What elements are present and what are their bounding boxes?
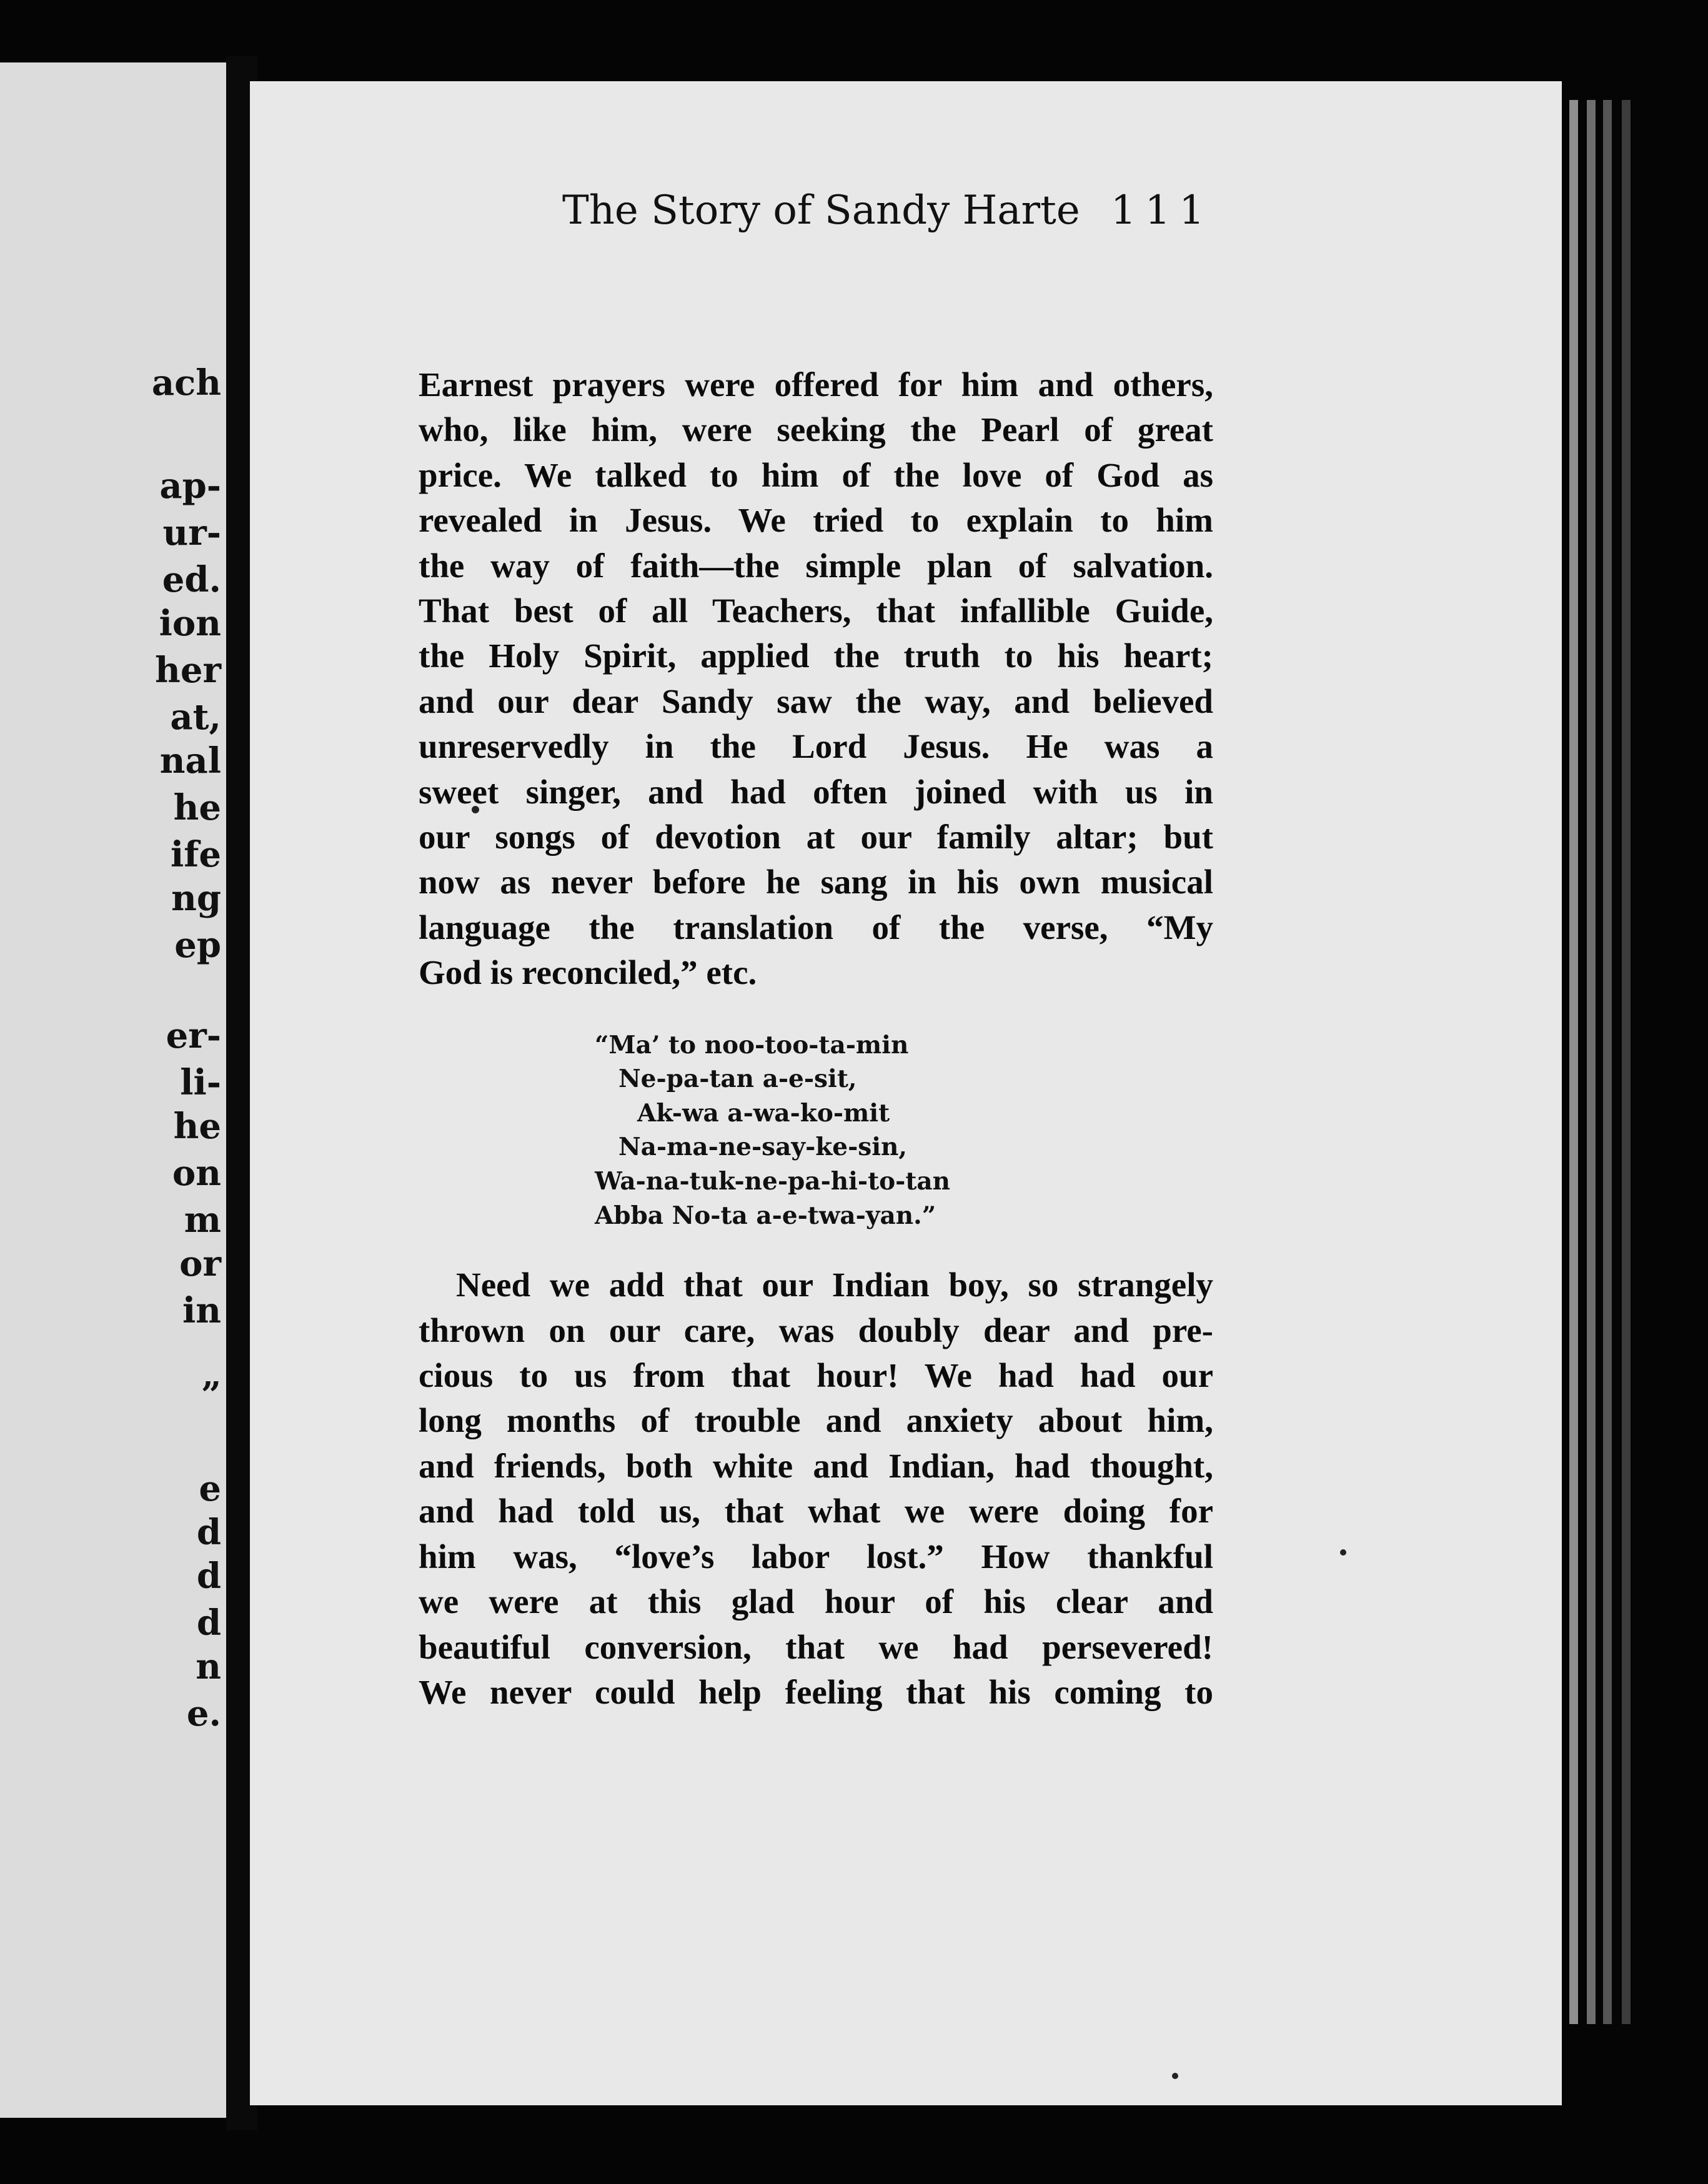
margin-fragment: he <box>173 1106 221 1147</box>
margin-fragment: ap- <box>159 465 221 507</box>
text-line: price. We talked to him of the love of God as <box>419 455 1213 494</box>
verse-line: Wa-na-tuk-ne-pa-hi-to-tan <box>595 1167 950 1196</box>
text-line: thrown on our care, was doubly dear and pre- <box>419 1311 1213 1349</box>
page-edge-strip <box>1587 100 1596 2024</box>
page-edge-strip <box>1603 100 1612 2024</box>
text-line: Earnest prayers were offered for him and others, <box>419 365 1213 404</box>
text-line: and our dear Sandy saw the way, and believed <box>419 682 1213 720</box>
ink-speck <box>1340 1549 1346 1556</box>
margin-fragment: ep <box>174 925 221 966</box>
text-line: and had told us, that what we were doing for <box>419 1492 1213 1531</box>
margin-fragment: ” <box>201 1374 221 1416</box>
text-line: we were at this glad hour of his clear and <box>419 1582 1213 1621</box>
verse-line: “Ma’ to noo-too-ta-min <box>595 1030 909 1060</box>
text-line: and friends, both white and Indian, had thought, <box>419 1446 1213 1485</box>
paragraph <box>419 362 1213 996</box>
text-line: the Holy Spirit, applied the truth to his heart; <box>419 637 1213 675</box>
margin-fragment: in <box>182 1290 221 1331</box>
verse-line: Abba No-ta a-e-twa-yan.” <box>595 1201 936 1230</box>
text-line: the way of faith—the simple plan of salvation. <box>419 546 1213 585</box>
ink-speck <box>1172 2073 1178 2079</box>
paper-blemish <box>1443 1287 1468 1312</box>
hymn-verse <box>595 1028 1213 1233</box>
margin-fragment: d <box>196 1602 221 1644</box>
margin-fragment: ife <box>171 834 221 875</box>
margin-fragment: her <box>155 650 221 691</box>
paper-blemish <box>1418 1224 1493 1268</box>
text-line: sweet singer, and had often joined with us in <box>419 772 1213 811</box>
running-title: The Story of Sandy Harte <box>562 187 1080 234</box>
margin-fragment: or <box>179 1243 221 1284</box>
margin-fragment: d <box>196 1556 221 1597</box>
margin-fragment: ng <box>171 878 221 919</box>
margin-fragment: e. <box>186 1693 221 1734</box>
margin-fragment: n <box>196 1646 221 1687</box>
margin-fragment: ach <box>151 362 221 404</box>
margin-fragment: ur- <box>162 512 221 553</box>
text-line: who, like him, were seeking the Pearl of great <box>419 410 1213 449</box>
text-line: language the translation of the verse, “My <box>419 908 1213 946</box>
verse-line: Ne-pa-tan a-e-sit, <box>618 1065 857 1094</box>
margin-fragment: er- <box>166 1015 221 1056</box>
text-line: beautiful conversion, that we had persevered! <box>419 1627 1213 1666</box>
text-line: our songs of devotion at our family altar; but <box>419 818 1213 856</box>
body-text <box>419 362 1213 1715</box>
page-edge-strip <box>1622 100 1631 2024</box>
text-line: cious to us from that hour! We had had our <box>419 1356 1213 1395</box>
margin-fragment: ed. <box>162 559 221 600</box>
margin-fragment: he <box>173 787 221 828</box>
margin-fragment: d <box>196 1512 221 1553</box>
text-line: unreservedly in the Lord Jesus. He was a <box>419 727 1213 766</box>
margin-fragment: nal <box>159 740 221 782</box>
text-line: Need we add that our Indian boy, so strangely <box>456 1266 1213 1304</box>
margin-fragment: li- <box>180 1062 221 1103</box>
text-line: We never could help feeling that his coming to <box>419 1672 1213 1711</box>
text-line: God is reconciled,” etc. <box>419 953 757 992</box>
margin-fragment: on <box>172 1153 221 1194</box>
page-edge-strip <box>1569 100 1578 2024</box>
text-line: him was, “love’s labor lost.” How thankful <box>419 1537 1213 1576</box>
margin-fragment: ion <box>159 603 221 644</box>
margin-fragment: at, <box>170 697 221 738</box>
text-line: revealed in Jesus. We tried to explain to him <box>419 501 1213 540</box>
verse-line: Na-ma-ne-say-ke-sin, <box>618 1133 907 1162</box>
page-number: 111 <box>1110 187 1213 234</box>
facing-page-fragment <box>0 62 230 2118</box>
paragraph <box>419 1263 1213 1715</box>
margin-fragment: e <box>199 1468 221 1509</box>
text-line: That best of all Teachers, that infallible Guide, <box>419 592 1213 630</box>
margin-fragment: m <box>184 1199 221 1241</box>
verse-line: Ak-wa a-wa-ko-mit <box>637 1098 890 1128</box>
text-line: long months of trouble and anxiety about him, <box>419 1401 1213 1440</box>
text-line: now as never before he sang in his own musical <box>419 863 1213 901</box>
